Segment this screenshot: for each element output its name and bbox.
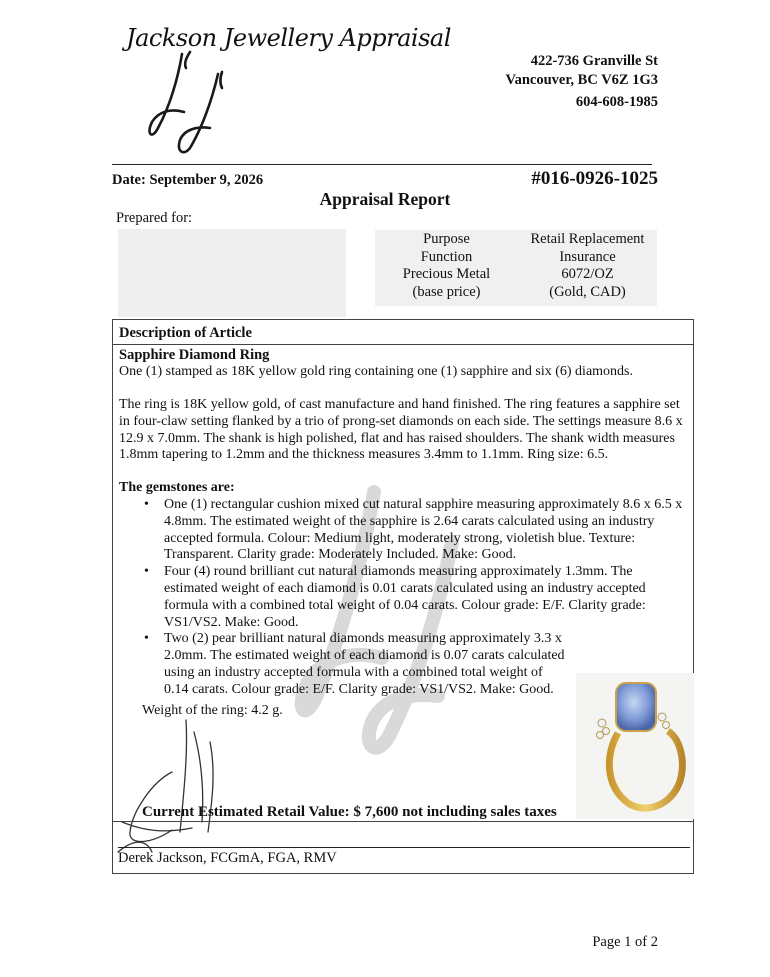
value-divider — [113, 821, 693, 822]
gemstone-item: • One (1) rectangular cushion mixed cut natural sapphire measuring approximately 8.6 x 6.5 x 4.8mm. The estimated weight of the sapphire is 2.64 carats calculated using an industry accepted formula. Colour: Medium light, moderately strong, violetish blue. Texture: Transparent. Clarity grade: Moderately Included. Make: Good. — [164, 497, 689, 564]
gemstones-heading: The gemstones are: — [119, 480, 235, 496]
jj-monogram-logo — [140, 48, 235, 158]
item-summary: One (1) stamped as 18K yellow gold ring containing one (1) sapphire and six (6) diamonds. — [119, 363, 634, 379]
report-date: Date: September 9, 2026 — [112, 172, 264, 188]
signature-line — [118, 847, 690, 848]
prepared-for-label: Prepared for: — [116, 210, 193, 226]
item-details: The ring is 18K yellow gold, of cast manufacture and hand finished. The ring features a sapphire set in four-claw setting flanked by a trio of prong-set diamonds on each side. The settings measure 8.6 x 12.9 x 7.0mm. The shank is high polished, flat and has raised shoulders. The shank width measures 1.8mm tapering to 1.2mm and the thickness measures 3.4mm to 1.1mm. Ring size: 6.5. — [119, 397, 683, 463]
item-title: Sapphire Diamond Ring — [119, 347, 270, 363]
company-address — [505, 52, 658, 112]
gemstone-list — [119, 497, 689, 699]
info-label: Purpose — [423, 231, 470, 247]
info-labels — [375, 231, 518, 301]
ring-weight: Weight of the ring: 4.2 g. — [142, 703, 283, 718]
ring-illustration — [576, 673, 694, 819]
info-value: Insurance — [559, 248, 616, 265]
info-value: Retail Replacement — [530, 231, 645, 247]
gemstone-item: • Two (2) pear brilliant natural diamonds measuring approximately 3.3 x 2.0mm. The estimated weight of each diamond is 0.07 carats calculated using an industry accepted formula with a combined total weight of 0.14 carats. Colour grade: E/F. Clarity grade: VS1/VS2. Make: Good. — [164, 631, 689, 698]
description-heading: Description of Article — [119, 325, 252, 341]
prepared-for-box — [118, 229, 346, 317]
info-label: Function — [420, 248, 473, 265]
address-line-1: 422-736 Granville St — [530, 53, 658, 69]
appraisal-info-box — [375, 230, 657, 306]
gemstone-item: • Four (4) round brilliant cut natural diamonds measuring approximately 1.3mm. The estimated weight of each diamond is 0.01 carats calculated using an industry accepted formula with a combined total weight of 0.04 carats. Colour grade: E/F. Clarity grade: VS1/VS2. Make: Good. — [164, 564, 689, 631]
phone-number: 604-608-1985 — [575, 94, 658, 110]
info-value: 6072/OZ — [561, 266, 614, 282]
sapphire-ring-photo — [576, 673, 694, 819]
report-title: Appraisal Report — [319, 189, 451, 209]
info-value: (Gold, CAD) — [549, 283, 626, 300]
estimated-retail-value: Current Estimated Retail Value: $ 7,600 not including sales taxes — [142, 804, 557, 820]
brand-name: Jackson Jewellery Appraisal — [126, 24, 451, 52]
header-divider — [112, 164, 652, 165]
info-values — [518, 231, 657, 301]
signer-name: Derek Jackson, FCGmA, FGA, RMV — [118, 850, 337, 866]
description-content — [119, 347, 689, 699]
description-header — [113, 320, 693, 345]
signature-scribble — [112, 712, 232, 862]
address-line-2: Vancouver, BC V6Z 1G3 — [505, 72, 658, 88]
info-label: Precious Metal — [402, 266, 491, 282]
report-number: #016-0926-1025 — [531, 168, 658, 189]
info-label: (base price) — [412, 283, 481, 300]
page-number: Page 1 of 2 — [592, 934, 658, 950]
